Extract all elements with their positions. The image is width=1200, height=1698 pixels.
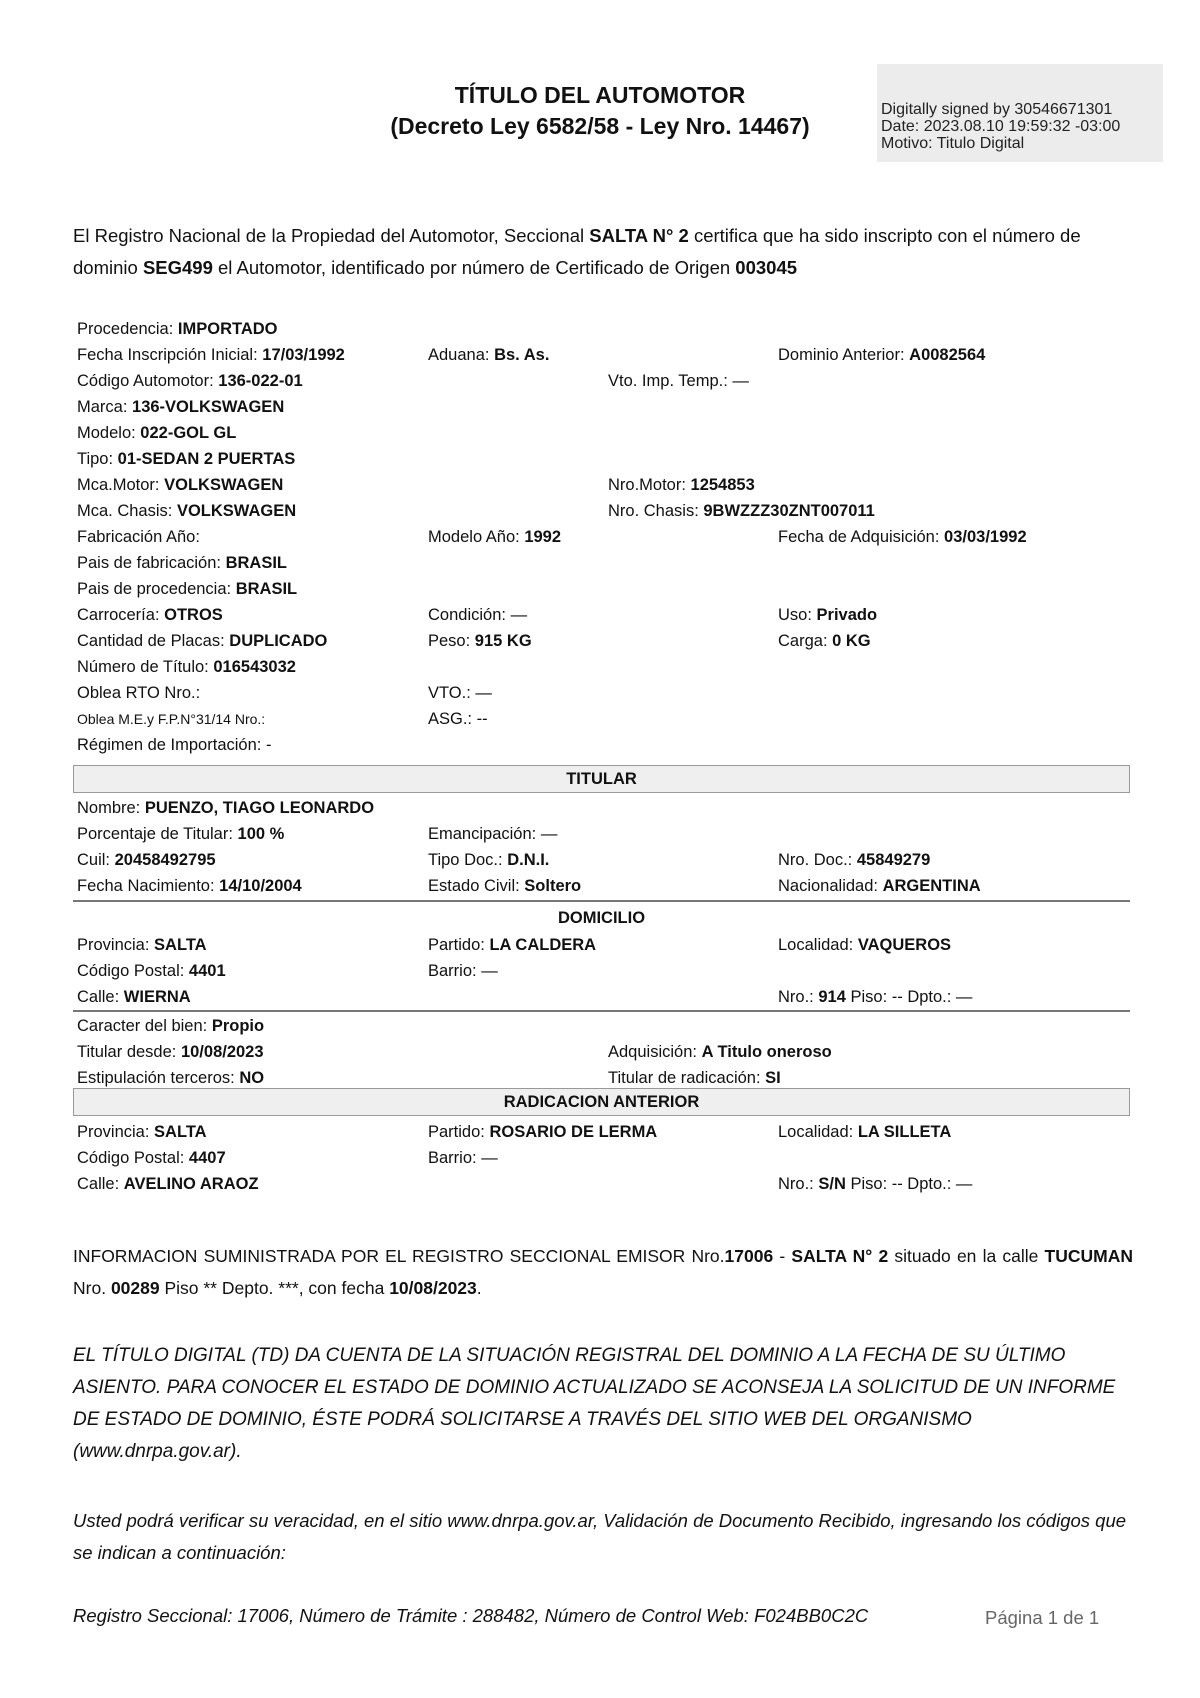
intro-dominio: SEG499 xyxy=(142,257,213,278)
field-label: Nro. Doc.: xyxy=(778,851,853,869)
field-mca-motor xyxy=(77,472,283,498)
field-aduana xyxy=(428,342,549,368)
field-localidad xyxy=(778,1119,951,1145)
vehicle-row xyxy=(0,524,1200,550)
vehicle-row xyxy=(0,472,1200,498)
field-emancipacion xyxy=(428,821,557,847)
field-label: Código Postal: xyxy=(77,1149,185,1167)
signature-reason: Motivo: Titulo Digital xyxy=(881,135,1025,152)
radicacion-row xyxy=(0,1171,1200,1197)
field-value: VOLKSWAGEN xyxy=(164,476,284,494)
field-label: Fecha de Adquisición: xyxy=(778,528,940,546)
field-label: Localidad: xyxy=(778,936,854,954)
signature-signed-by: Digitally signed by 30546671301 xyxy=(881,101,1113,118)
document-title: TÍTULO DEL AUTOMOTOR xyxy=(454,82,746,108)
intro-text-1: El Registro Nacional de la Propiedad del Automotor, Seccional xyxy=(73,225,590,246)
field-vto-imp-temp xyxy=(608,368,749,394)
field-condicion xyxy=(428,602,527,628)
vehicle-row xyxy=(0,368,1200,394)
field-value: 1992 xyxy=(524,528,562,546)
field-label: Fecha Inscripción Inicial: xyxy=(77,346,258,364)
field-fabricacion-ano xyxy=(77,524,200,550)
field-label: Mca. Chasis: xyxy=(77,502,173,520)
field-value: 03/03/1992 xyxy=(944,528,1027,546)
field-calle xyxy=(77,1171,259,1197)
field-label: Cuil: xyxy=(77,851,111,869)
field-nro-motor xyxy=(608,472,755,498)
field-mca-chasis xyxy=(77,498,296,524)
domicilio-row xyxy=(0,932,1200,958)
field-peso xyxy=(428,628,532,654)
field-value: 4401 xyxy=(188,962,226,980)
field-value: D.N.I. xyxy=(507,851,550,869)
bien-row xyxy=(0,1013,1200,1039)
field-value: — xyxy=(481,962,498,980)
field-label: Calle: xyxy=(77,1175,120,1193)
field-label: Procedencia: xyxy=(77,320,174,338)
field-value: -- xyxy=(476,710,488,728)
field-value: OTROS xyxy=(164,606,223,624)
field-fecha-inscripcion-inicial xyxy=(77,342,345,368)
field-value: 914 xyxy=(818,988,846,1006)
field-nro xyxy=(778,984,972,1010)
field-label: Nro. Chasis: xyxy=(608,502,699,520)
titular-heading: TITULAR xyxy=(73,765,1130,793)
field-asg xyxy=(428,706,488,732)
field-label: Carga: xyxy=(778,632,828,650)
field-value: SI xyxy=(765,1069,781,1087)
field-value: 915 KG xyxy=(474,632,532,650)
field-value: LA CALDERA xyxy=(489,936,597,954)
divider-domicilio xyxy=(73,1010,1130,1012)
field-fecha-nacimiento xyxy=(77,873,302,899)
field-label: Adquisición: xyxy=(608,1043,697,1061)
domicilio-heading: DOMICILIO xyxy=(557,909,646,927)
field-value: BRASIL xyxy=(235,580,298,598)
field-value: Propio xyxy=(211,1017,265,1035)
field-value: 01-SEDAN 2 PUERTAS xyxy=(117,450,296,468)
info-street-number: 00289 xyxy=(110,1278,160,1298)
intro-certificado: 003045 xyxy=(735,257,798,278)
field-label: Emancipación: xyxy=(428,825,537,843)
vehicle-row xyxy=(0,420,1200,446)
field-label: Vto. Imp. Temp.: xyxy=(608,372,728,390)
field-value: — xyxy=(481,1149,498,1167)
field-value: WIERNA xyxy=(123,988,191,1006)
field-label: Código Postal: xyxy=(77,962,185,980)
field-partido xyxy=(428,1119,657,1145)
field-value: 0 KG xyxy=(832,632,871,650)
vehicle-row xyxy=(0,550,1200,576)
field-label: Aduana: xyxy=(428,346,490,364)
field-value: — xyxy=(540,825,558,843)
field-label: Porcentaje de Titular: xyxy=(77,825,233,843)
field-value: A Titulo oneroso xyxy=(701,1043,832,1061)
field-nro-doc xyxy=(778,847,930,873)
field-provincia xyxy=(77,1119,207,1145)
field-label: Pais de fabricación: xyxy=(77,554,221,572)
field-value: BRASIL xyxy=(225,554,288,572)
field-regimen-de-importacion xyxy=(77,732,271,758)
field-nombre xyxy=(77,795,374,821)
radicacion-heading: RADICACION ANTERIOR xyxy=(73,1088,1130,1116)
radicacion-row xyxy=(0,1119,1200,1145)
field-label: Estipulación terceros: xyxy=(77,1069,235,1087)
field-cantidad-de-placas xyxy=(77,628,327,654)
signature-date: Date: 2023.08.10 19:59:32 -03:00 xyxy=(881,118,1121,135)
vehicle-row xyxy=(0,602,1200,628)
field-procedencia xyxy=(77,316,278,342)
footer-codes: Registro Seccional: 17006, Número de Trámite : 288482, Número de Control Web: F024BB0C2C xyxy=(73,1605,869,1626)
field-value: 136-VOLKSWAGEN xyxy=(132,398,285,416)
field-localidad xyxy=(778,932,951,958)
field-barrio xyxy=(428,958,498,984)
field-barrio xyxy=(428,1145,498,1171)
info-seccional: SALTA N° 2 xyxy=(791,1246,889,1266)
field-label: Barrio: xyxy=(428,1149,477,1167)
field-value: IMPORTADO xyxy=(177,320,278,338)
field-value: 10/08/2023 xyxy=(180,1043,264,1061)
field-label: Estado Civil: xyxy=(428,877,520,895)
field-label: Provincia: xyxy=(77,936,150,954)
field-value: 022-GOL GL xyxy=(140,424,237,442)
field-label: Condición: xyxy=(428,606,506,624)
info-text-4: Nro. xyxy=(73,1278,111,1298)
page-number: Página 1 de 1 xyxy=(985,1607,1100,1628)
info-street: TUCUMAN xyxy=(1044,1246,1133,1266)
field-cuil xyxy=(77,847,216,873)
field-label: Nombre: xyxy=(77,799,141,817)
field-uso xyxy=(778,602,877,628)
titular-row xyxy=(0,795,1200,821)
field-tipo-doc xyxy=(428,847,549,873)
field-label: Titular desde: xyxy=(77,1043,177,1061)
field-label: Tipo Doc.: xyxy=(428,851,503,869)
titular-row xyxy=(0,873,1200,899)
field-label: Oblea RTO Nro.: xyxy=(77,684,201,702)
info-registry-number: 17006 xyxy=(724,1246,774,1266)
titular-row xyxy=(0,821,1200,847)
field-value: — xyxy=(475,684,492,702)
intro-seccional: SALTA N° 2 xyxy=(589,225,689,246)
field-value: 14/10/2004 xyxy=(219,877,302,895)
field-value: VOLKSWAGEN xyxy=(176,502,297,520)
field-pais-de-fabricacion xyxy=(77,550,287,576)
registry-info-paragraph xyxy=(73,1240,1133,1304)
field-pais-de-procedencia xyxy=(77,576,297,602)
field-value: NO xyxy=(239,1069,265,1087)
field-label: Calle: xyxy=(77,988,120,1006)
field-carroceria xyxy=(77,602,223,628)
field-label: Partido: xyxy=(428,936,485,954)
field-value: S/N xyxy=(818,1175,846,1193)
field-tipo xyxy=(77,446,295,472)
domicilio-row xyxy=(0,958,1200,984)
vehicle-row xyxy=(0,498,1200,524)
intro-text-3: el Automotor, identificado por número de Certificado de Origen xyxy=(212,257,736,278)
verification-instructions: Usted podrá verificar su veracidad, en el sitio www.dnrpa.gov.ar, Validación de Documento Recibido, ingresando los códigos que se indican a continuación: xyxy=(73,1510,1127,1563)
field-value: LA SILLETA xyxy=(857,1123,952,1141)
field-value: 1254853 xyxy=(690,476,755,494)
field-fecha-de-adquisicion xyxy=(778,524,1027,550)
field-value: — xyxy=(510,606,528,624)
titular-row xyxy=(0,847,1200,873)
field-label: Titular de radicación: xyxy=(608,1069,761,1087)
field-vto xyxy=(428,680,492,706)
field-value: SALTA xyxy=(154,936,207,954)
field-label: Modelo Año: xyxy=(428,528,520,546)
info-text-3: situado en la calle xyxy=(888,1246,1045,1266)
field-value: 45849279 xyxy=(856,851,931,869)
field-label: Código Automotor: xyxy=(77,372,214,390)
field-label: Carrocería: xyxy=(77,606,160,624)
field-value: SALTA xyxy=(154,1123,207,1141)
field-value: 100 % xyxy=(237,825,285,843)
digital-signature-box xyxy=(877,64,1163,162)
field-label: Mca.Motor: xyxy=(77,476,160,494)
vehicle-row xyxy=(0,654,1200,680)
field-label: Peso: xyxy=(428,632,471,650)
field-value: DUPLICADO xyxy=(229,632,328,650)
field-value: Bs. As. xyxy=(494,346,550,364)
field-label: Fabricación Año: xyxy=(77,528,200,546)
intro-text-2: certifica que ha sido inscripto con el número de dominio xyxy=(73,225,1081,278)
field-codigo-postal xyxy=(77,1145,226,1171)
info-text-6: . xyxy=(476,1278,482,1298)
field-dominio-anterior xyxy=(778,342,985,368)
field-label: Nacionalidad: xyxy=(778,877,878,895)
field-label: ASG.: xyxy=(428,710,473,728)
field-value: 9BWZZZ30ZNT007011 xyxy=(703,502,875,520)
field-titular-desde xyxy=(77,1039,264,1065)
field-label: Nro.: xyxy=(778,988,814,1006)
field-label: Caracter del bien: xyxy=(77,1017,208,1035)
field-label: Nro.: xyxy=(778,1175,814,1193)
info-text-5: Piso ** Depto. ***, con fecha xyxy=(159,1278,390,1298)
info-text-2: - xyxy=(773,1246,792,1266)
field-codigo-automotor xyxy=(77,368,303,394)
field-value: 20458492795 xyxy=(114,851,216,869)
field-oblea-m-e-y-f-p-n-31-14-nro xyxy=(77,706,265,732)
field-label: Tipo: xyxy=(77,450,114,468)
field-oblea-rto-nro xyxy=(77,680,200,706)
field-label: Nro.Motor: xyxy=(608,476,686,494)
vehicle-row xyxy=(0,732,1200,758)
info-date: 10/08/2023 xyxy=(389,1278,477,1298)
field-value: PUENZO, TIAGO LEONARDO xyxy=(144,799,375,817)
field-value: 17/03/1992 xyxy=(262,346,345,364)
field-adquisicion xyxy=(608,1039,832,1065)
info-text-1: INFORMACION SUMINISTRADA POR EL REGISTRO SECCIONAL EMISOR Nro. xyxy=(73,1246,725,1266)
field-calle xyxy=(77,984,191,1010)
field-value: AVELINO ARAOZ xyxy=(123,1175,259,1193)
field-value: Privado xyxy=(816,606,878,624)
field-estado-civil xyxy=(428,873,581,899)
document-subtitle: (Decreto Ley 6582/58 - Ley Nro. 14467) xyxy=(390,113,810,139)
vehicle-row xyxy=(0,680,1200,706)
field-value: — xyxy=(732,372,749,390)
field-value: ARGENTINA xyxy=(882,877,981,895)
field-value: 4407 xyxy=(188,1149,226,1167)
field-label: Cantidad de Placas: xyxy=(77,632,225,650)
field-porcentaje-de-titular xyxy=(77,821,284,847)
field-nacionalidad xyxy=(778,873,981,899)
field-modelo-ano xyxy=(428,524,561,550)
divider-titular xyxy=(73,900,1130,902)
field-value: VAQUEROS xyxy=(857,936,952,954)
field-marca xyxy=(77,394,284,420)
vehicle-row xyxy=(0,394,1200,420)
field-label: Dominio Anterior: xyxy=(778,346,905,364)
domicilio-row xyxy=(0,984,1200,1010)
field-value: - xyxy=(265,736,272,754)
vehicle-row xyxy=(0,628,1200,654)
field-label: Partido: xyxy=(428,1123,485,1141)
field-value: ROSARIO DE LERMA xyxy=(489,1123,658,1141)
field-value: A0082564 xyxy=(909,346,986,364)
field-tail: Piso: -- Dpto.: — xyxy=(850,988,973,1006)
vehicle-row xyxy=(0,342,1200,368)
intro-paragraph xyxy=(73,220,1133,284)
field-label: Oblea M.E.y F.P.N°31/14 Nro.: xyxy=(77,711,266,727)
field-value: 016543032 xyxy=(213,658,296,676)
field-label: Fecha Nacimiento: xyxy=(77,877,215,895)
field-value: 136-022-01 xyxy=(218,372,303,390)
field-provincia xyxy=(77,932,207,958)
radicacion-row xyxy=(0,1145,1200,1171)
field-label: Régimen de Importación: xyxy=(77,736,262,754)
field-caracter-del-bien xyxy=(77,1013,264,1039)
field-nro xyxy=(778,1171,972,1197)
field-label: VTO.: xyxy=(428,684,471,702)
vehicle-row xyxy=(0,706,1200,732)
field-label: Modelo: xyxy=(77,424,136,442)
field-carga xyxy=(778,628,871,654)
vehicle-row xyxy=(0,446,1200,472)
field-label: Uso: xyxy=(778,606,812,624)
field-numero-de-titulo xyxy=(77,654,296,680)
field-label: Localidad: xyxy=(778,1123,854,1141)
field-label: Marca: xyxy=(77,398,128,416)
field-label: Provincia: xyxy=(77,1123,150,1141)
field-label: Pais de procedencia: xyxy=(77,580,232,598)
legal-notice: EL TÍTULO DIGITAL (TD) DA CUENTA DE LA SITUACIÓN REGISTRAL DEL DOMINIO A LA FECHA DE SU ÚLTIMO ASIENTO. PARA CONOCER EL ESTADO DE DOMINIO ACTUALIZADO SE ACONSEJA LA SOLICITUD DE UN INFORME DE ESTADO DE DOMINIO, ÉSTE PODRÁ SOLICITARSE A TRAVÉS DEL SITIO WEB DEL ORGANISMO (www.dnrpa.gov.ar). xyxy=(73,1345,1116,1462)
field-label: Número de Título: xyxy=(77,658,209,676)
field-nro-chasis xyxy=(608,498,875,524)
bien-row xyxy=(0,1039,1200,1065)
field-value: Soltero xyxy=(524,877,582,895)
field-modelo xyxy=(77,420,236,446)
field-partido xyxy=(428,932,596,958)
vehicle-row xyxy=(0,576,1200,602)
field-label: Barrio: xyxy=(428,962,477,980)
field-codigo-postal xyxy=(77,958,226,984)
field-tail: Piso: -- Dpto.: — xyxy=(850,1175,973,1193)
vehicle-row xyxy=(0,316,1200,342)
